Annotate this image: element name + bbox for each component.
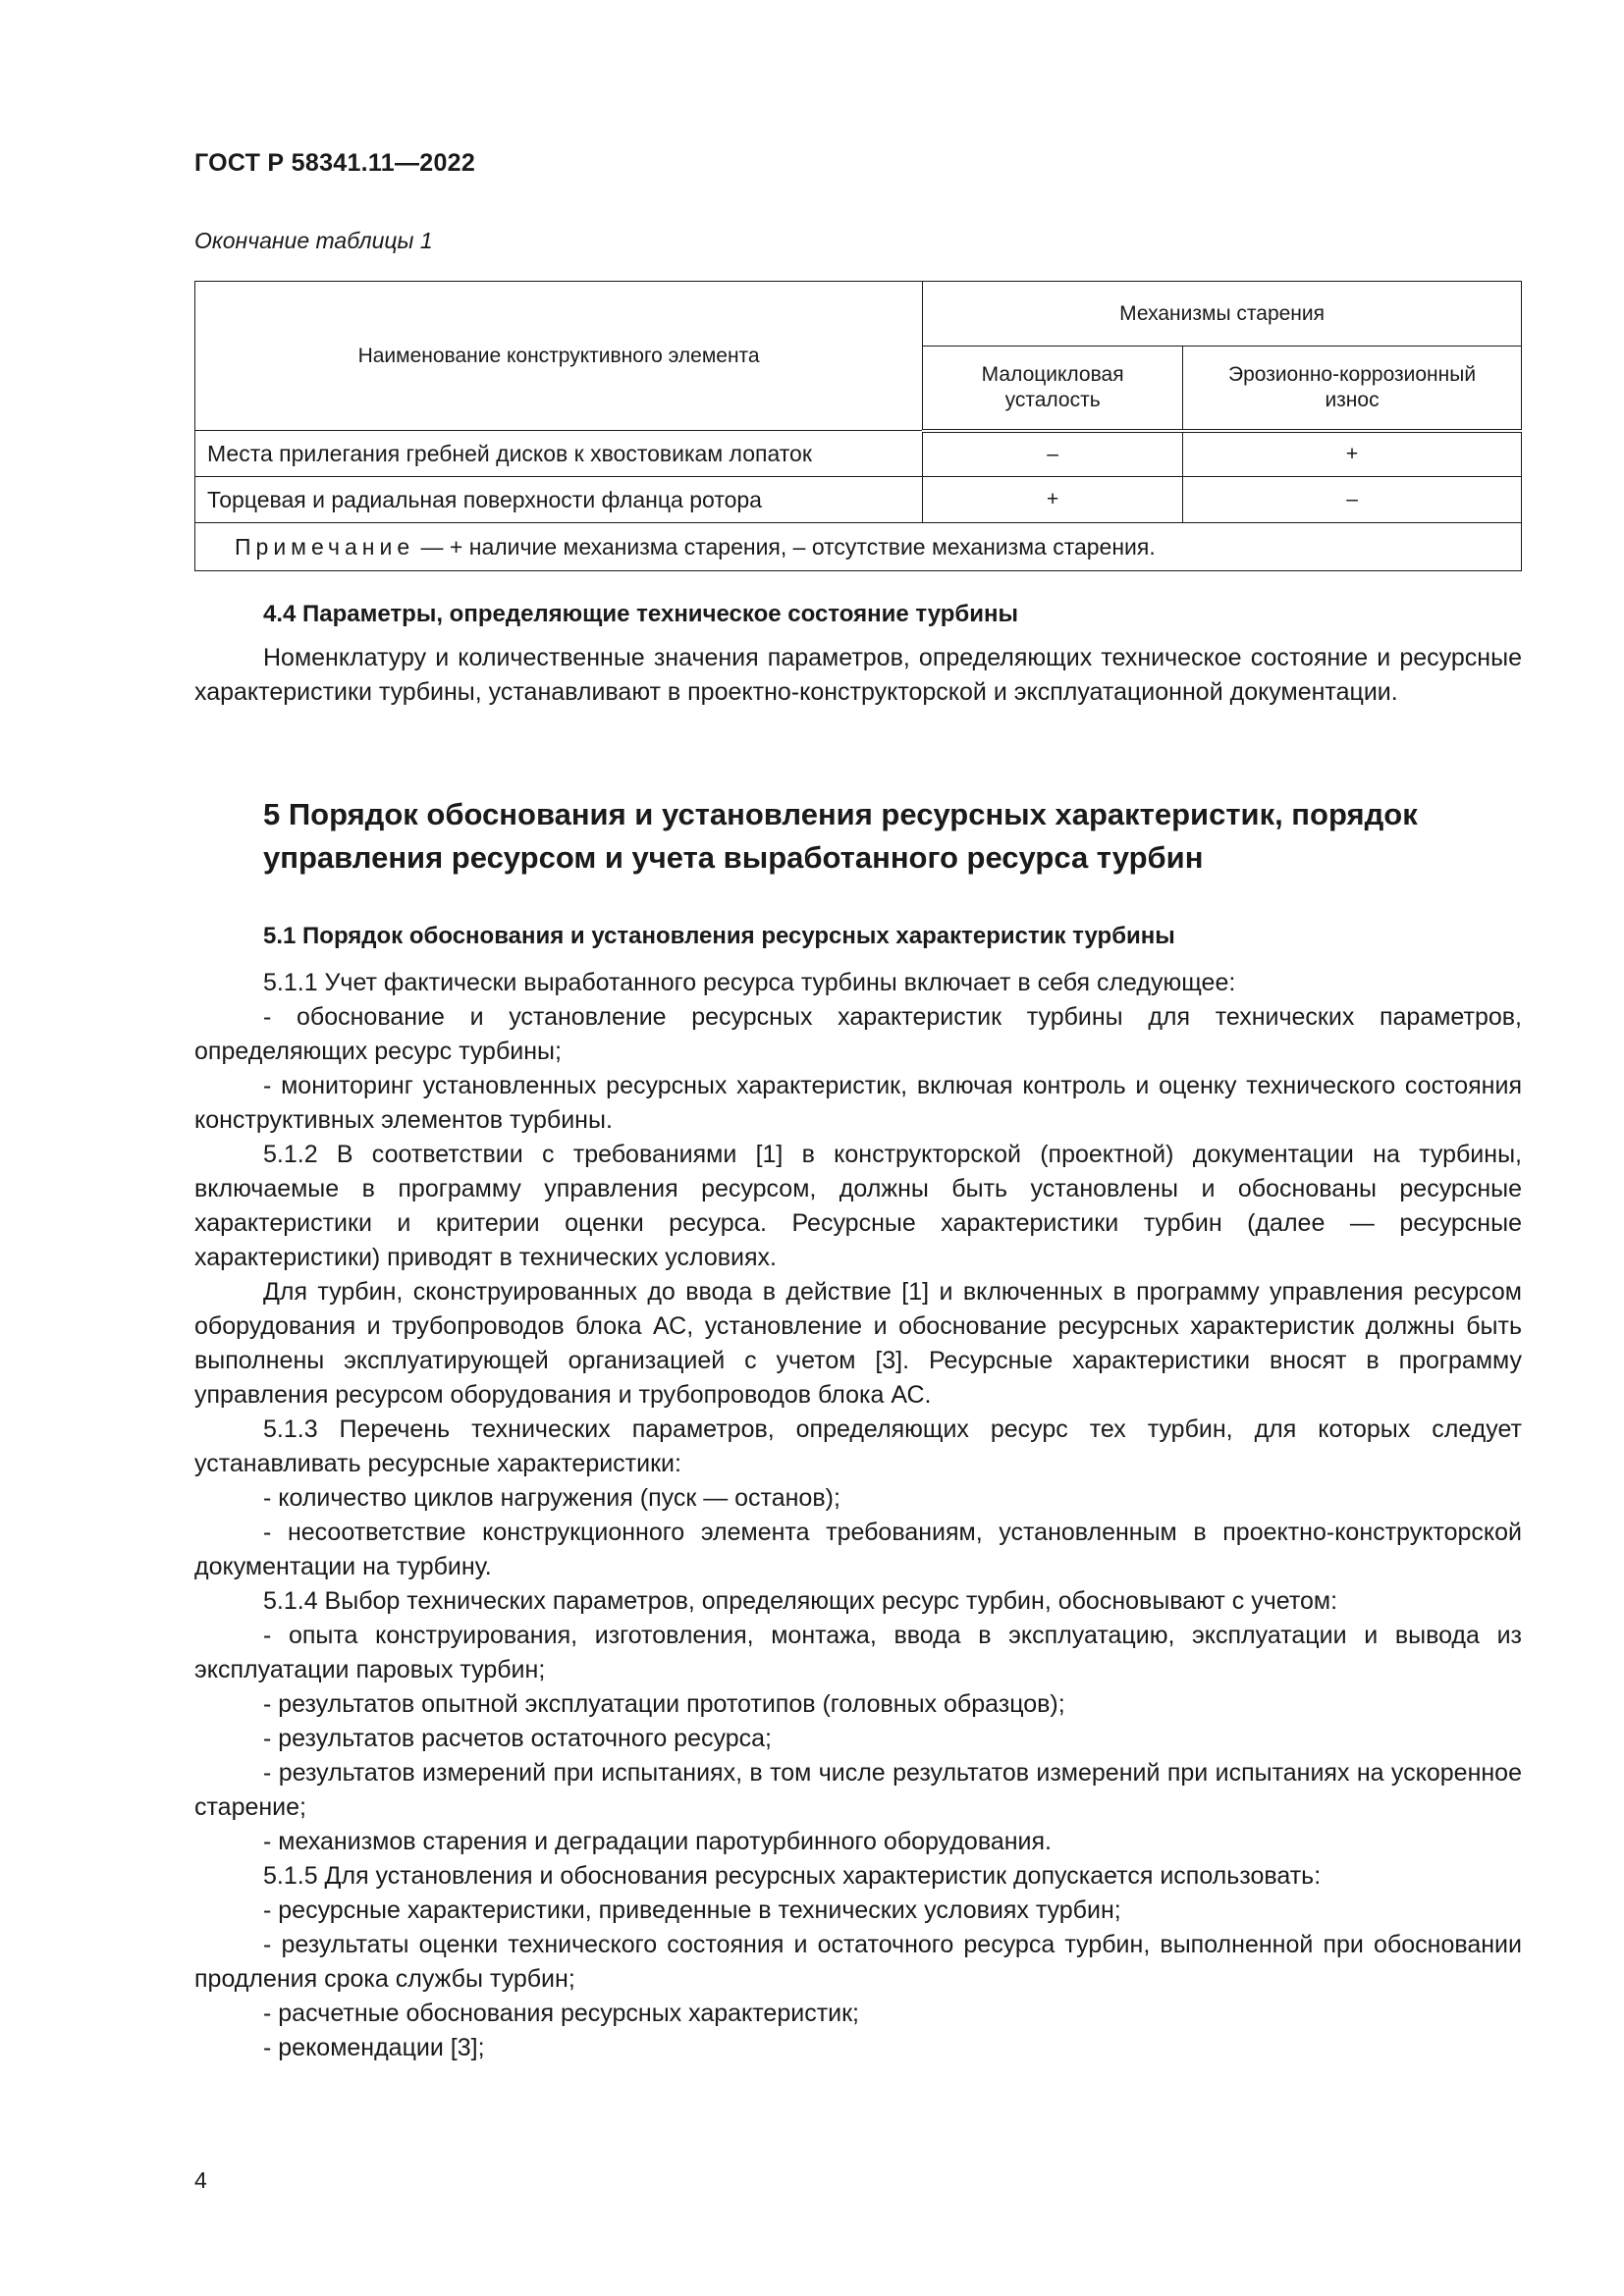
list-item: - результатов расчетов остаточного ресурса; (263, 1725, 772, 1752)
list-item: - обоснование и установление ресурсных характеристик турбины для технических параметров, определяющих ресурс турбины; (194, 1003, 1522, 1065)
page-number: 4 (194, 2167, 207, 2193)
paragraph: 5.1.4 Выбор технических параметров, определяющих ресурс турбин, обосновывают с учетом: (263, 1587, 1338, 1615)
list-item: - рекомендации [3]; (263, 2034, 485, 2061)
row-value-fatigue: + (923, 477, 1183, 523)
col-header-element-name: Наименование конструктивного элемента (195, 282, 923, 431)
section-5-1-heading: 5.1 Порядок обоснования и установления ресурсных характеристик турбины (263, 923, 1175, 949)
section-5-1-body (194, 966, 1522, 2065)
list-item: - несоответствие конструкционного элемента требованиям, установленным в проектно-конструкторской документации на турбину. (194, 1519, 1522, 1580)
list-item: - результатов измерений при испытаниях, в том числе результатов измерений при испытаниях на ускоренное старение; (194, 1759, 1522, 1821)
paragraph: 5.1.1 Учет фактически выработанного ресурса турбины включает в себя следующее: (263, 969, 1236, 996)
row-value-erosion: – (1183, 477, 1522, 523)
paragraph: 5.1.2 В соответствии с требованиями [1] в конструкторской (проектной) документации на турбины, включаемые в программу управления ресурсом, должны быть установлены и обоснованы ресурсные характеристики и критерии оценки ресурса. Ресурсные характеристики турбин (далее — ресурсные характеристики) приводят в технических условиях. (194, 1141, 1522, 1271)
col-header-low-cycle-fatigue: Малоцикловая усталость (923, 347, 1183, 431)
list-item: - расчетные обоснования ресурсных характеристик; (263, 2000, 860, 2027)
paragraph: Для турбин, сконструированных до ввода в действие [1] и включенных в программу управления ресурсом оборудования и трубопроводов блока АС, установление и обоснование ресурсных характеристик должны быть выполнены эксплуатирующей организацией с учетом [3]. Ресурсные характеристики вносят в программу управления ресурсом оборудования и трубопроводов блока АС. (194, 1278, 1522, 1409)
list-item: - ресурсные характеристики, приведенные в технических условиях турбин; (263, 1896, 1121, 1924)
section-4-4-heading: 4.4 Параметры, определяющие техническое состояние турбины (263, 601, 1018, 627)
list-item: - мониторинг установленных ресурсных характеристик, включая контроль и оценку технического состояния конструктивных элементов турбины. (194, 1072, 1522, 1134)
note-label: Примечание (235, 533, 415, 560)
row-name: Торцевая и радиальная поверхности фланца ротора (195, 477, 923, 523)
list-item: - опыта конструирования, изготовления, монтажа, ввода в эксплуатацию, эксплуатации и вывода из эксплуатации паровых турбин; (194, 1622, 1522, 1683)
section-4-4-body (194, 641, 1522, 710)
note-text: — + наличие механизма старения, – отсутствие механизма старения. (414, 533, 1156, 560)
section-5-heading: 5 Порядок обоснования и установления ресурсных характеристик, порядок управления ресурсом и учета выработанного ресурса турбин (263, 797, 1418, 875)
col-header-aging-mechanisms: Механизмы старения (923, 282, 1522, 347)
row-value-fatigue: – (923, 431, 1183, 477)
col-header-erosion-corrosion: Эрозионно-коррозионный износ (1183, 347, 1522, 431)
list-item: - результаты оценки технического состояния и остаточного ресурса турбин, выполненной при обосновании продления срока службы турбин; (194, 1931, 1522, 1993)
list-item: - результатов опытной эксплуатации прототипов (головных образцов); (263, 1690, 1065, 1718)
paragraph: 5.1.3 Перечень технических параметров, определяющих ресурс тех турбин, для которых следует устанавливать ресурсные характеристики: (194, 1415, 1522, 1477)
table-note-row (195, 523, 1522, 571)
table-note (195, 523, 1522, 571)
row-value-erosion: + (1183, 431, 1522, 477)
list-item: - количество циклов нагружения (пуск — останов); (263, 1484, 840, 1512)
table-row (195, 431, 1522, 477)
table-caption: Окончание таблицы 1 (194, 228, 433, 253)
row-name: Места прилегания гребней дисков к хвостовикам лопаток (195, 431, 923, 477)
aging-mechanisms-table (194, 281, 1522, 571)
document-code: ГОСТ Р 58341.11—2022 (194, 149, 476, 177)
list-item: - механизмов старения и деградации паротурбинного оборудования. (263, 1828, 1052, 1855)
table-row (195, 477, 1522, 523)
paragraph: 5.1.5 Для установления и обоснования ресурсных характеристик допускается использовать: (263, 1862, 1322, 1890)
paragraph: Номенклатуру и количественные значения параметров, определяющих техническое состояние и ресурсные характеристики турбины, устанавливают в проектно-конструкторской и эксплуатационной документации. (194, 644, 1522, 706)
